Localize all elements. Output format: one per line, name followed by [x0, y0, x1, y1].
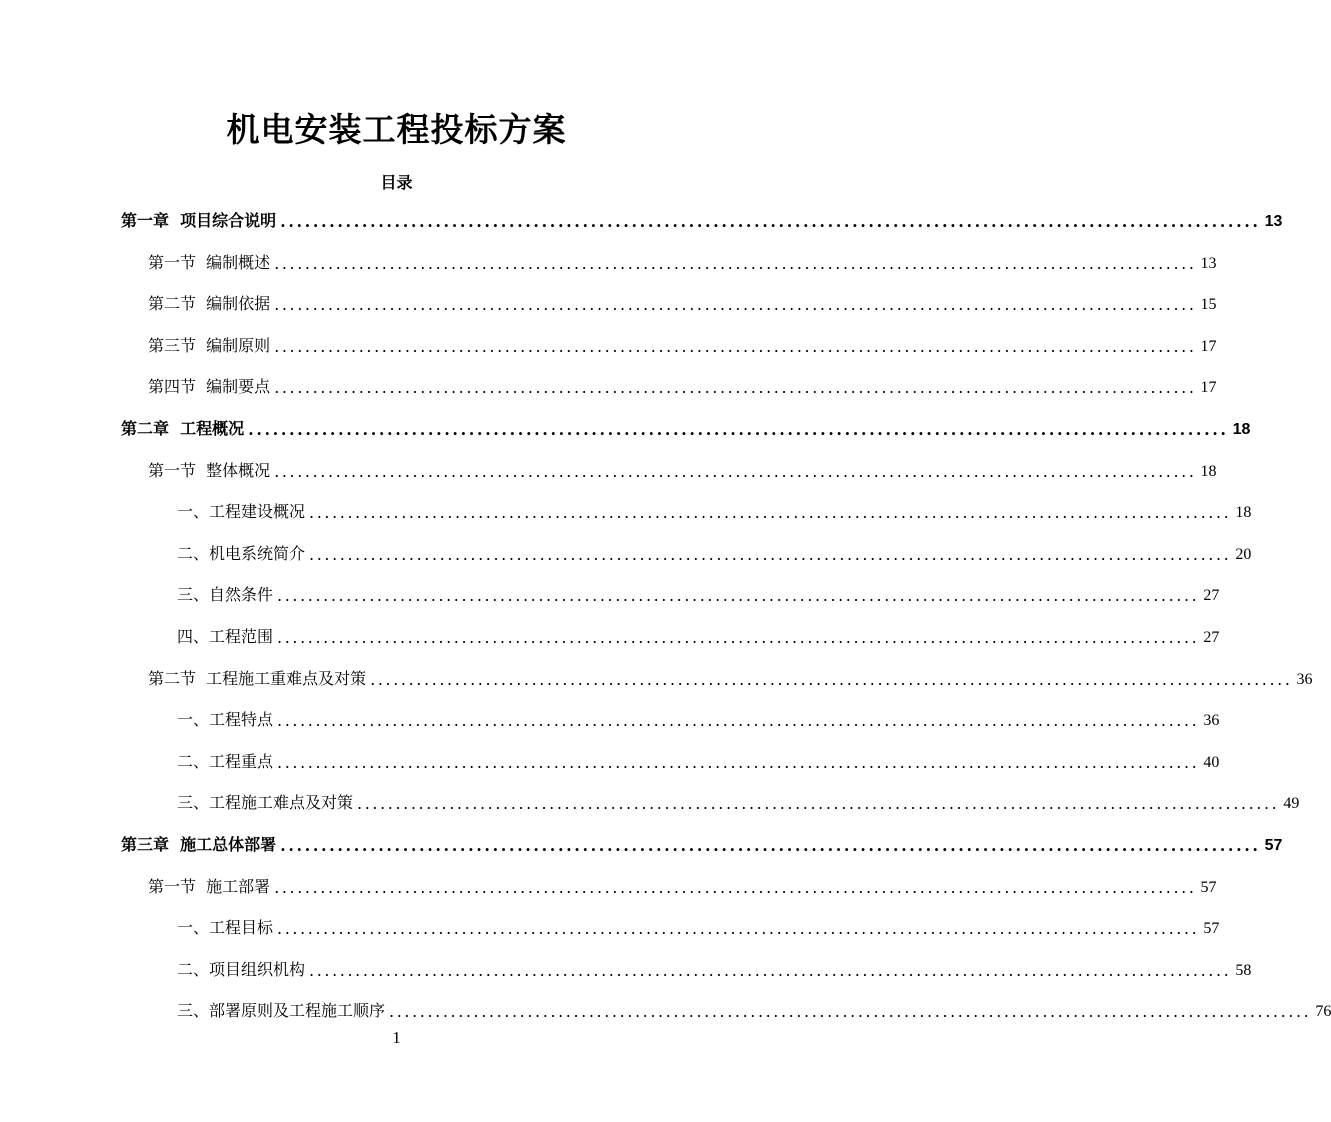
toc-entry-label: 第一节 编制概述 — [148, 253, 271, 272]
toc-entry-label: 第二节 工程施工重难点及对策 — [148, 669, 367, 688]
toc-leader-dots: ........................................................................................................................ — [309, 545, 1232, 564]
toc-entry-page: 76 — [1315, 1003, 1331, 1020]
toc-leader-dots: ........................................................................................................................ — [309, 961, 1232, 980]
toc-entry-label: 第二节 编制依据 — [148, 294, 271, 313]
toc-leader-dots: ........................................................................................................................ — [277, 711, 1200, 730]
toc-leader-dots: ........................................................................................................................ — [274, 295, 1197, 314]
toc-entry[interactable] — [177, 581, 1220, 605]
toc-entry[interactable] — [177, 748, 1220, 772]
toc-leader-dots: ........................................................................................................................ — [274, 462, 1197, 481]
toc-entry-page: 17 — [1200, 338, 1217, 355]
toc-entry-label: 二、工程重点 — [177, 752, 274, 771]
toc-leader-dots: ........................................................................................................................ — [277, 753, 1200, 772]
toc-entry-page: 27 — [1203, 587, 1220, 604]
toc-entry[interactable] — [177, 914, 1220, 938]
toc-entry[interactable] — [177, 956, 1252, 980]
toc-entry-label: 第一节 整体概况 — [148, 461, 271, 480]
toc-entry-page: 27 — [1203, 629, 1220, 646]
toc-entry[interactable] — [177, 789, 1300, 813]
toc-entry[interactable] — [121, 415, 1251, 439]
toc-entry-label: 一、工程目标 — [177, 918, 274, 937]
toc-entry-page: 18 — [1200, 463, 1217, 480]
toc-leader-dots: ........................................................................................................................ — [248, 420, 1229, 439]
toc-leader-dots: ........................................................................................................................ — [389, 1002, 1312, 1021]
toc-entry[interactable] — [148, 249, 1217, 273]
toc-entry-label: 一、工程特点 — [177, 710, 274, 729]
toc-entry-page: 15 — [1200, 296, 1217, 313]
toc-entry[interactable] — [148, 290, 1217, 314]
toc-entry-label: 第三节 编制原则 — [148, 336, 271, 355]
toc-entry-label: 第三章 施工总体部署 — [121, 835, 277, 854]
toc-entry[interactable] — [177, 540, 1252, 564]
toc-entry-label: 第一章 项目综合说明 — [121, 211, 277, 230]
toc-entry[interactable] — [177, 706, 1220, 730]
toc-entry-page: 57 — [1200, 879, 1217, 896]
toc-entry-page: 13 — [1200, 255, 1217, 272]
toc-entry[interactable] — [148, 373, 1217, 397]
toc-leader-dots: ........................................................................................................................ — [274, 378, 1197, 397]
toc-leader-dots: ........................................................................................................................ — [309, 503, 1232, 522]
document-title: 机电安装工程投标方案 — [226, 110, 567, 149]
toc-entry[interactable] — [121, 207, 1283, 231]
toc-leader-dots: ........................................................................................................................ — [277, 586, 1200, 605]
toc-entry[interactable] — [148, 332, 1217, 356]
toc-entry-label: 三、部署原则及工程施工顺序 — [177, 1001, 386, 1020]
page-number: 1 — [392, 1028, 401, 1047]
toc-entry[interactable] — [148, 457, 1217, 481]
toc-entry-page: 13 — [1264, 213, 1283, 230]
toc-leader-dots: ........................................................................................................................ — [277, 919, 1200, 938]
toc-entry-page: 18 — [1235, 504, 1252, 521]
toc-entry[interactable] — [177, 498, 1252, 522]
toc-entry-page: 20 — [1235, 546, 1252, 563]
toc-entry-page: 18 — [1232, 421, 1251, 438]
toc-entry-page: 57 — [1203, 920, 1220, 937]
toc-leader-dots: ........................................................................................................................ — [370, 670, 1293, 689]
toc-entry-page: 57 — [1264, 837, 1283, 854]
toc-entry-label: 四、工程范围 — [177, 627, 274, 646]
toc-entry[interactable] — [148, 873, 1217, 897]
toc-leader-dots: ........................................................................................................................ — [274, 878, 1197, 897]
toc-entry[interactable] — [148, 665, 1313, 689]
toc-entry[interactable] — [177, 623, 1220, 647]
toc-entry-page: 40 — [1203, 754, 1220, 771]
toc-entry-label: 第二章 工程概况 — [121, 419, 245, 438]
toc-entry-label: 三、自然条件 — [177, 585, 274, 604]
toc-entry[interactable] — [121, 831, 1283, 855]
toc-leader-dots: ........................................................................................................................ — [357, 794, 1280, 813]
toc-entry-page: 58 — [1235, 962, 1252, 979]
toc-leader-dots: ........................................................................................................................ — [277, 628, 1200, 647]
toc-entry-label: 二、项目组织机构 — [177, 960, 306, 979]
toc-entry-label: 第一节 施工部署 — [148, 877, 271, 896]
toc-entry-page: 17 — [1200, 379, 1217, 396]
toc-leader-dots: ........................................................................................................................ — [280, 212, 1261, 231]
toc-entry-page: 49 — [1283, 795, 1300, 812]
toc-heading: 目录 — [380, 173, 413, 192]
toc-entry-label: 三、工程施工难点及对策 — [177, 793, 354, 812]
toc-entry-label: 一、工程建设概况 — [177, 502, 306, 521]
toc-leader-dots: ........................................................................................................................ — [274, 337, 1197, 356]
toc-entry-label: 第四节 编制要点 — [148, 377, 271, 396]
toc-leader-dots: ........................................................................................................................ — [280, 836, 1261, 855]
toc-leader-dots: ........................................................................................................................ — [274, 254, 1197, 273]
toc-entry-page: 36 — [1296, 671, 1313, 688]
toc-entry-page: 36 — [1203, 712, 1220, 729]
toc-entry-label: 二、机电系统简介 — [177, 544, 306, 563]
toc-entry[interactable] — [177, 997, 1331, 1021]
